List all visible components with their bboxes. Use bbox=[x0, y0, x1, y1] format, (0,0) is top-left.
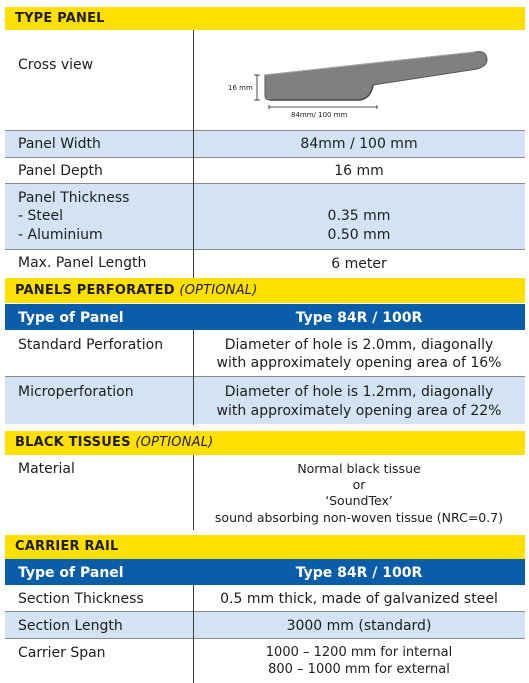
column-header-type: Type of Panel bbox=[18, 565, 124, 581]
section-title bbox=[5, 278, 525, 303]
row-value: 3000 mm (standard) bbox=[286, 618, 432, 634]
column-header-value: Type 84R / 100R bbox=[295, 565, 423, 581]
row-value-line1: 1000 – 1200 mm for internal bbox=[265, 645, 453, 660]
section-title: CARRIER RAIL bbox=[15, 539, 119, 554]
panel-depth-row bbox=[5, 158, 525, 183]
row-label: Material bbox=[18, 461, 75, 477]
column-divider bbox=[193, 455, 194, 530]
section-title bbox=[5, 431, 525, 455]
column-header-type: Type of Panel bbox=[18, 310, 124, 326]
row-divider bbox=[5, 130, 525, 131]
row-label: Max. Panel Length bbox=[18, 255, 147, 271]
section-length-row bbox=[5, 612, 525, 638]
material-line4: sound absorbing non-woven tissue (NRC=0.7) bbox=[214, 510, 504, 525]
row-value: 84mm / 100 mm bbox=[300, 136, 418, 152]
row-value-line1: Diameter of hole is 2.0mm, diagonally bbox=[224, 337, 494, 353]
column-divider bbox=[193, 330, 194, 425]
section-title: TYPE PANEL bbox=[15, 11, 105, 26]
microperforation-row bbox=[5, 377, 525, 424]
row-label: Panel Thickness bbox=[18, 190, 130, 206]
column-divider bbox=[193, 30, 194, 278]
row-value: 6 meter bbox=[331, 256, 387, 272]
row-label: Section Thickness bbox=[18, 591, 144, 607]
row-label: Section Length bbox=[18, 618, 123, 634]
panel-width-row bbox=[5, 131, 525, 157]
column-divider bbox=[193, 585, 194, 683]
row-divider bbox=[5, 638, 525, 639]
carrier-column-header bbox=[5, 559, 525, 585]
width-dimension-label: 84mm/ 100 mm bbox=[291, 111, 348, 119]
cross-view-label: Cross view bbox=[18, 57, 94, 73]
carrier-span-row bbox=[5, 639, 525, 683]
row-divider bbox=[5, 157, 525, 158]
optional-tag: (OPTIONAL) bbox=[135, 435, 214, 450]
section-thickness-row bbox=[5, 585, 525, 611]
row-divider bbox=[5, 611, 525, 612]
row-label: Panel Depth bbox=[18, 163, 103, 179]
optional-tag: (OPTIONAL) bbox=[179, 283, 258, 298]
row-label-steel: - Steel bbox=[18, 208, 63, 224]
carrier-rail-header bbox=[5, 535, 525, 559]
section-title-text: PANELS PERFORATED bbox=[15, 283, 175, 298]
material-line2: or bbox=[352, 477, 366, 492]
material-line3: ‘SoundTex’ bbox=[325, 493, 393, 508]
perforated-column-header bbox=[5, 304, 525, 330]
section-title-text: BLACK TISSUES bbox=[15, 435, 131, 450]
depth-dimension-label: 16 mm bbox=[228, 84, 253, 92]
panel-cross-section-diagram bbox=[225, 42, 505, 122]
row-value-line2: with approximately opening area of 16% bbox=[216, 355, 502, 371]
type-panel-header bbox=[5, 7, 525, 30]
column-header-value: Type 84R / 100R bbox=[295, 310, 423, 326]
material-row bbox=[5, 455, 525, 530]
row-label: Panel Width bbox=[18, 136, 101, 152]
row-value-line2: 800 – 1000 mm for external bbox=[268, 662, 450, 677]
black-tissues-header bbox=[5, 431, 525, 455]
row-value-aluminium: 0.50 mm bbox=[327, 227, 391, 243]
row-label: Standard Perforation bbox=[18, 337, 164, 353]
row-divider bbox=[5, 183, 525, 184]
row-divider bbox=[5, 249, 525, 250]
row-value-line1: Diameter of hole is 1.2mm, diagonally bbox=[224, 384, 494, 400]
standard-perforation-row bbox=[5, 330, 525, 376]
max-panel-length-row bbox=[5, 250, 525, 277]
cross-view-row bbox=[5, 30, 525, 130]
row-label: Carrier Span bbox=[18, 645, 106, 661]
row-label-aluminium: - Aluminium bbox=[18, 227, 103, 243]
row-label: Microperforation bbox=[18, 384, 134, 400]
row-value: 16 mm bbox=[334, 163, 384, 179]
panel-thickness-row bbox=[5, 184, 525, 249]
row-divider bbox=[5, 376, 525, 377]
panels-perforated-header bbox=[5, 278, 525, 303]
material-line1: Normal black tissue bbox=[297, 461, 421, 476]
row-value-steel: 0.35 mm bbox=[327, 208, 391, 224]
row-value: 0.5 mm thick, made of galvanized steel bbox=[220, 591, 498, 607]
row-value-line2: with approximately opening area of 22% bbox=[216, 403, 502, 419]
